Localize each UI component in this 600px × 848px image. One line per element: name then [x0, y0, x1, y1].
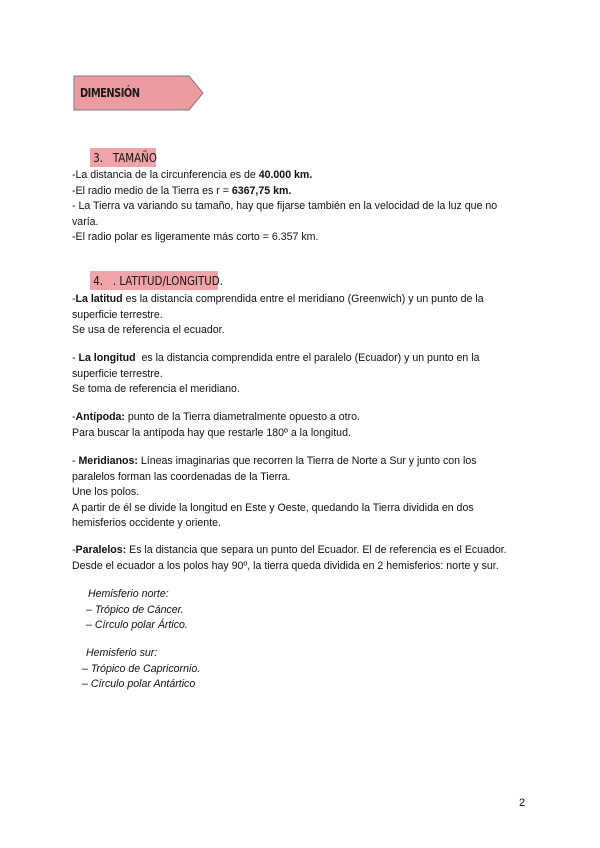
size-variation-line-cont: varía.	[72, 215, 99, 228]
hemisferio-norte-title: Hemisferio norte:	[88, 588, 169, 600]
hemisferio-sur-list	[82, 646, 556, 693]
section-banner	[73, 75, 203, 111]
paralelos-term: Paralelos:	[75, 544, 127, 556]
list-item: – Círculo polar Antártico	[82, 678, 196, 690]
page-number: 2	[519, 797, 526, 809]
list-item: – Trópico de Capricornio.	[82, 662, 201, 675]
banner-label: DIMENSIÓN	[80, 86, 140, 100]
longitud-term: La longitud	[78, 352, 136, 364]
latitud-term: La latitud	[75, 293, 123, 305]
latitud-paragraph: -La latitud es la distancia comprendida entre el meridiano (Greenwich) y un punto de la superficie terrestre. Se usa de referencia el ecuador.	[72, 293, 484, 336]
meridianos-term: Meridianos:	[78, 455, 138, 467]
list-item: – Trópico de Cáncer.	[86, 603, 184, 616]
circumference-line: -La distancia de la circunferencia es de 40.000 km.	[72, 169, 313, 181]
antipoda-paragraph: -Antípoda: punto de la Tierra diametralmente opuesto a otro. Para buscar la antípoda hay que restarle 180º a la longitud.	[72, 411, 360, 439]
longitud-paragraph: - La longitud es la distancia comprendida entre el paralelo (Ecuador) y un punto en la superficie terrestre. Se toma de referencia el meridiano.	[72, 352, 480, 395]
antipoda-term: Antípoda:	[75, 411, 125, 423]
mean-radius-line: -El radio medio de la Tierra es r = 6367,75 km.	[72, 184, 292, 197]
section-3-body	[72, 168, 542, 246]
section-4-heading: 4. . LATITUD/LONGITUD.	[90, 271, 218, 290]
hemisferio-norte-list	[88, 587, 558, 634]
section-3-heading: 3. TAMAÑO	[90, 148, 156, 167]
meridianos-paragraph: - Meridianos: Líneas imaginarias que recorren la Tierra de Norte a Sur y junto con los paralelos forman las coordenadas de la Tierra. Une los polos. A partir de él se divide la longitud en Este y Oeste, quedando la Tierra dividida en dos hemisferios occidente y oriente.	[72, 455, 477, 529]
size-variation-line: - La Tierra va variando su tamaño, hay que fijarse también en la velocidad de la luz que no	[72, 200, 498, 212]
hemisferio-sur-title: Hemisferio sur:	[86, 647, 158, 659]
polar-radius-line: -El radio polar es ligeramente más corto = 6.357 km.	[72, 231, 319, 243]
paralelos-paragraph: -Paralelos: Es la distancia que separa un punto del Ecuador. El de referencia es el Ecuador. Desde el ecuador a los polos hay 90º, la tierra queda dividida en 2 hemisferios: norte y sur.	[72, 544, 507, 572]
list-item: – Círculo polar Ártico.	[86, 619, 188, 631]
